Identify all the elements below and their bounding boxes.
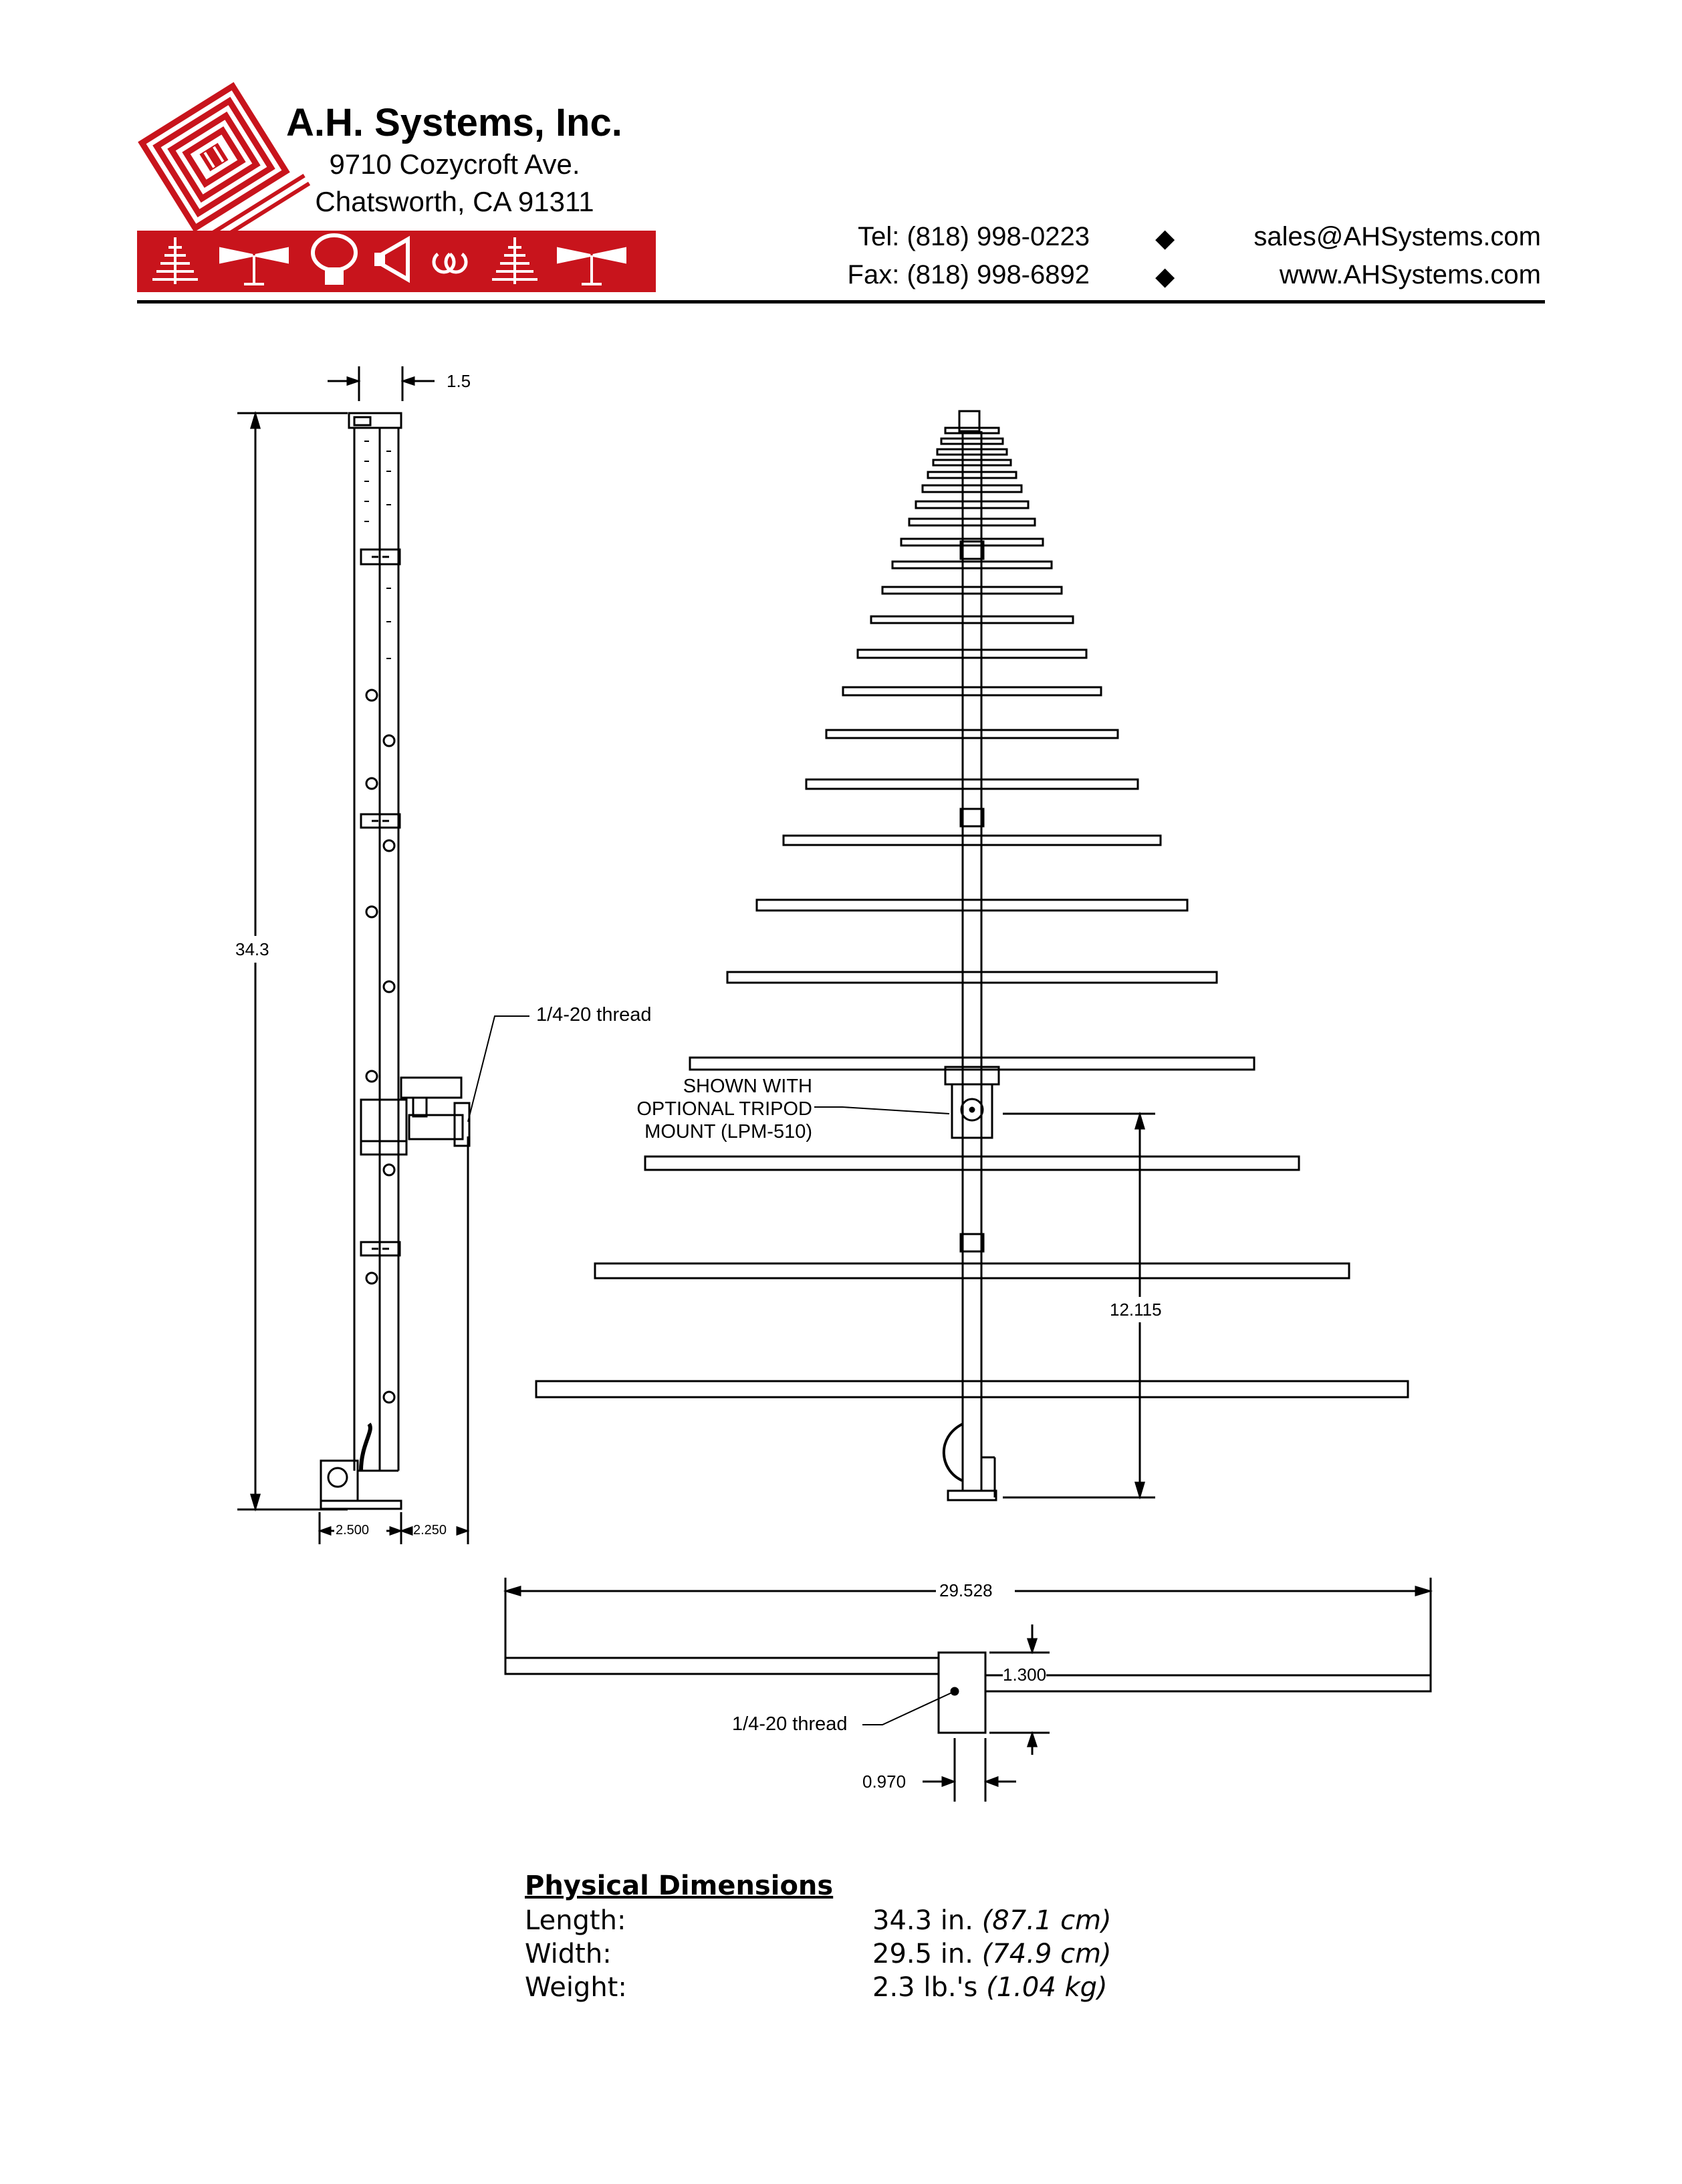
front-view (536, 411, 1408, 1500)
length-metric: (87.1 cm) (981, 1905, 1112, 1936)
company-name: A.H. Systems, Inc. (286, 101, 622, 144)
weight-imperial: 2.3 lb.'s (872, 1972, 978, 2003)
dim-top-width: 1.5 (447, 371, 471, 391)
mount-note (625, 1075, 812, 1143)
top-view (505, 1578, 1431, 1802)
width-metric: (74.9 cm) (981, 1939, 1112, 1969)
mount-note-line: SHOWN WITH (683, 1076, 812, 1097)
width-label: Width: (525, 1939, 612, 1969)
mount-note-line: MOUNT (LPM-510) (644, 1121, 812, 1142)
thread-label-top: 1/4-20 thread (732, 1713, 848, 1735)
width-value (872, 1939, 1112, 1969)
dim-overall-width: 29.528 (939, 1580, 993, 1600)
separator-diamond: ◆ (1155, 225, 1175, 253)
address-line-2: Chatsworth, CA 91311 (315, 186, 594, 217)
thread-label-side: 1/4-20 thread (536, 1004, 652, 1025)
email-link[interactable]: sales@AHSystems.com (1253, 222, 1541, 251)
length-label: Length: (525, 1905, 626, 1936)
separator-diamond: ◆ (1155, 263, 1175, 291)
dim-height: 34.3 (235, 939, 269, 959)
weight-value (872, 1972, 1108, 2003)
weight-label: Weight: (525, 1972, 627, 2003)
address-line-1: 9710 Cozycroft Ave. (329, 148, 580, 180)
tel: Tel: (818) 998-0223 (858, 222, 1090, 251)
website-link[interactable]: www.AHSystems.com (1279, 260, 1541, 289)
dim-block-height: 1.300 (1003, 1665, 1047, 1685)
length-imperial: 34.3 in. (872, 1905, 973, 1936)
length-value (872, 1905, 1112, 1936)
weight-metric: (1.04 kg) (986, 1972, 1108, 2003)
dim-base-right: 2.250 (413, 1523, 447, 1538)
physical-dimensions-title: Physical Dimensions (525, 1870, 834, 1901)
width-imperial: 29.5 in. (872, 1939, 973, 1969)
fax: Fax: (818) 998-6892 (847, 260, 1090, 289)
dim-mount-height: 12.115 (1110, 1300, 1162, 1320)
side-view (237, 366, 529, 1544)
dim-block-width: 0.970 (862, 1772, 907, 1792)
mount-note-line: OPTIONAL TRIPOD (636, 1098, 812, 1120)
dim-base-left: 2.500 (336, 1523, 370, 1538)
